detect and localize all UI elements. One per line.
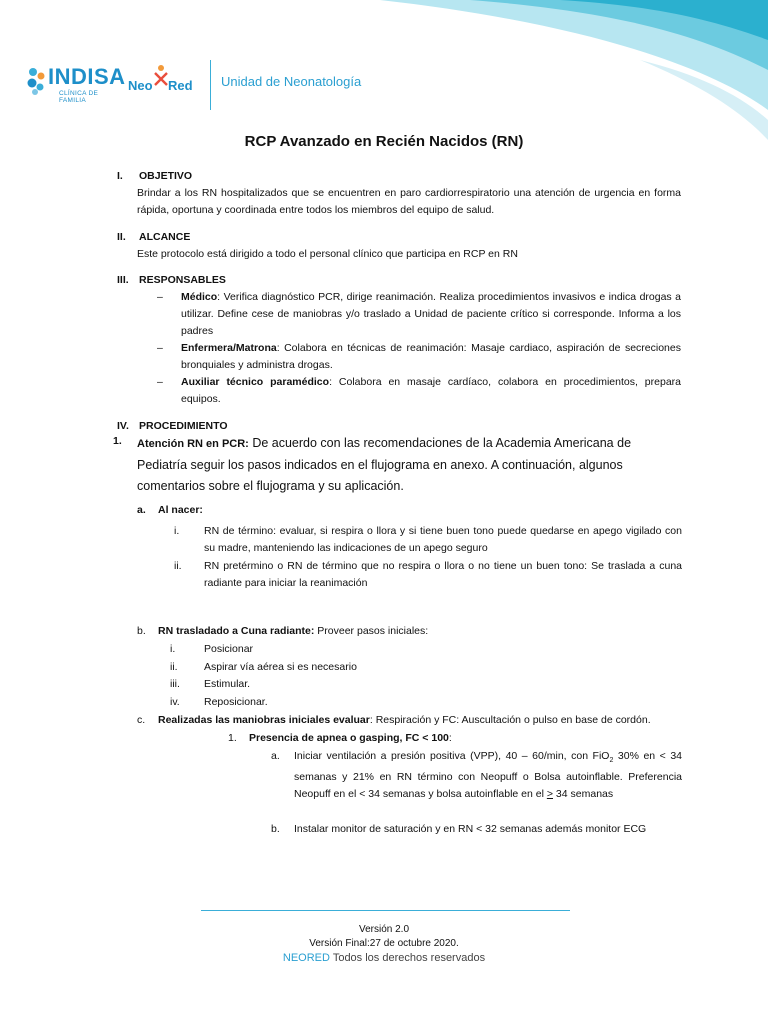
item-heading: Presencia de apnea o gasping, FC < 100	[249, 732, 449, 744]
section-alcance-text: Este protocolo está dirigido a todo el personal clínico que participa en RCP en RN	[137, 248, 518, 260]
section-responsables-heading	[117, 272, 226, 289]
section-number: IV.	[117, 420, 129, 432]
subsection-text: Proveer pasos iniciales:	[314, 625, 429, 637]
item-text: Instalar monitor de saturación y en RN < 32 semanas además monitor ECG	[294, 823, 647, 835]
item-text: RN de término: evaluar, si respira o llora y si tiene buen tono puede quedarse en apego vigilado con su madre, manteniendo las indicaciones de un apego seguro	[204, 525, 682, 554]
item-text: Reposicionar.	[204, 696, 268, 708]
item-text-2: 30% en < 34 semanas y 21% en RN término con Neopuff o Bolsa autoinflable. Preferencia Neopuff en el < 34 semanas y bolsa autoinflable en el	[294, 750, 682, 801]
subsection-title: Realizadas las maniobras iniciales evaluar	[158, 714, 370, 726]
section-number: I.	[117, 170, 123, 182]
subsection-a-heading	[137, 502, 203, 519]
footer-rights	[0, 951, 768, 966]
indisa-logo	[26, 64, 126, 104]
neored-wordmark-2: Red	[168, 78, 193, 93]
section-objetivo-text: Brindar a los RN hospitalizados que se encuentren en paro cardiorrespiratorio una atención de urgencia en forma rápida, oportuna y coordinada entre todos los miembros del equipo de salud.	[137, 187, 681, 216]
item-text: Posicionar	[204, 643, 254, 655]
role-description: : Verifica diagnóstico PCR, dirige reanimación. Realiza procedimientos invasivos e indica drogas a utilizar. Define cese de maniobras y/o traslado a Unidad de paciente crítico si corresponde. Informa a los padres	[181, 291, 681, 337]
subsection-title: Al nacer:	[158, 504, 203, 516]
roman-number: iv.	[170, 696, 180, 708]
responsable-medico	[157, 289, 681, 340]
footer-version: Versión 2.0	[358, 924, 410, 935]
c1-item-a	[271, 748, 682, 803]
roman-number: ii.	[174, 560, 182, 572]
neored-logo	[128, 70, 192, 100]
item-text: Estimular.	[204, 678, 251, 690]
roman-number: ii.	[170, 661, 178, 673]
item-text: RN pretérmino o RN de término que no respira o llora o no tiene un buen tono: Se traslada a cuna radiante para iniciar la reanimación	[204, 560, 682, 589]
subsection-label: a.	[137, 504, 146, 516]
section-number: III.	[117, 274, 129, 286]
subsection-b	[137, 623, 677, 640]
indisa-wordmark: INDISA	[48, 64, 126, 89]
indisa-people-icon	[26, 66, 48, 96]
item-heading: Atención RN en PCR:	[137, 438, 249, 450]
section-title: RESPONSABLES	[139, 274, 226, 286]
footer-final-version: Versión Final:27 de octubre 2020.	[309, 938, 459, 949]
item-number: 1.	[228, 732, 237, 744]
item-number: 1.	[113, 435, 122, 447]
item-letter: b.	[271, 823, 280, 835]
footer-divider	[201, 910, 570, 911]
section-number: II.	[117, 231, 126, 243]
role-name: Auxiliar técnico paramédico	[181, 376, 330, 388]
footer-brand: NEORED	[282, 952, 330, 964]
role-description: : Colabora en técnicas de reanimación: Masaje cardiaco, aspiración de secreciones bronquiales y administra drogas.	[181, 342, 681, 371]
role-name: Médico	[181, 291, 218, 303]
item-text: Aspirar vía aérea si es necesario	[204, 661, 357, 673]
subsection-title: RN trasladado a Cuna radiante:	[158, 625, 315, 637]
responsable-enfermera	[157, 340, 681, 374]
footer-rights-text: Todos los derechos reservados	[329, 952, 486, 964]
procedimiento-item-1	[113, 433, 683, 497]
roman-number: iii.	[170, 678, 180, 690]
section-title: ALCANCE	[139, 231, 191, 243]
subsection-text: : Respiración y FC: Auscultación o pulso en base de cordón.	[369, 714, 651, 726]
subsection-label: b.	[137, 625, 146, 637]
subsection-label: c.	[137, 714, 146, 726]
neored-wordmark-1: Neo	[128, 78, 153, 93]
responsable-auxiliar	[157, 374, 681, 408]
item-colon: :	[448, 732, 452, 744]
a-item-i	[174, 523, 682, 557]
section-title: PROCEDIMIENTO	[139, 420, 228, 432]
role-description: : Colabora en masaje cardíaco, colabora en procedimientos, prepara equipos.	[181, 376, 681, 405]
list-dash: –	[157, 291, 163, 303]
subsection-c	[137, 712, 682, 729]
item-text-3: 34 semanas	[553, 788, 614, 801]
c1-item-b	[271, 821, 682, 838]
section-title: OBJETIVO	[139, 170, 193, 182]
roman-number: i.	[170, 643, 176, 655]
header-divider	[210, 60, 211, 110]
list-dash: –	[157, 342, 163, 354]
item-ge-symbol: >	[546, 788, 553, 801]
item-letter: a.	[271, 750, 280, 762]
section-alcance-heading	[117, 229, 191, 246]
indisa-tagline: CLÍNICA DE FAMILIA	[59, 90, 99, 104]
neored-figure-icon	[154, 64, 168, 86]
item-text-1: Iniciar ventilación a presión positiva (VPP), 40 – 60/min, con FiO	[294, 750, 610, 762]
item-subscript: 2	[609, 757, 614, 765]
document-title: RCP Avanzado en Recién Nacidos (RN)	[244, 133, 524, 150]
list-dash: –	[157, 376, 163, 388]
section-objetivo-heading	[117, 168, 193, 185]
c-item-1	[228, 730, 678, 747]
item-text: De acuerdo con las recomendaciones de la Academia Americana de Pediatría seguir los pasos indicados en el flujograma en anexo. A continuación, algunos comentarios sobre el flujograma y su aplicación.	[137, 436, 632, 493]
role-name: Enfermera/Matrona	[181, 342, 277, 354]
a-item-ii	[174, 558, 682, 592]
unit-title: Unidad de Neonatología	[221, 74, 362, 89]
roman-number: i.	[174, 525, 180, 537]
